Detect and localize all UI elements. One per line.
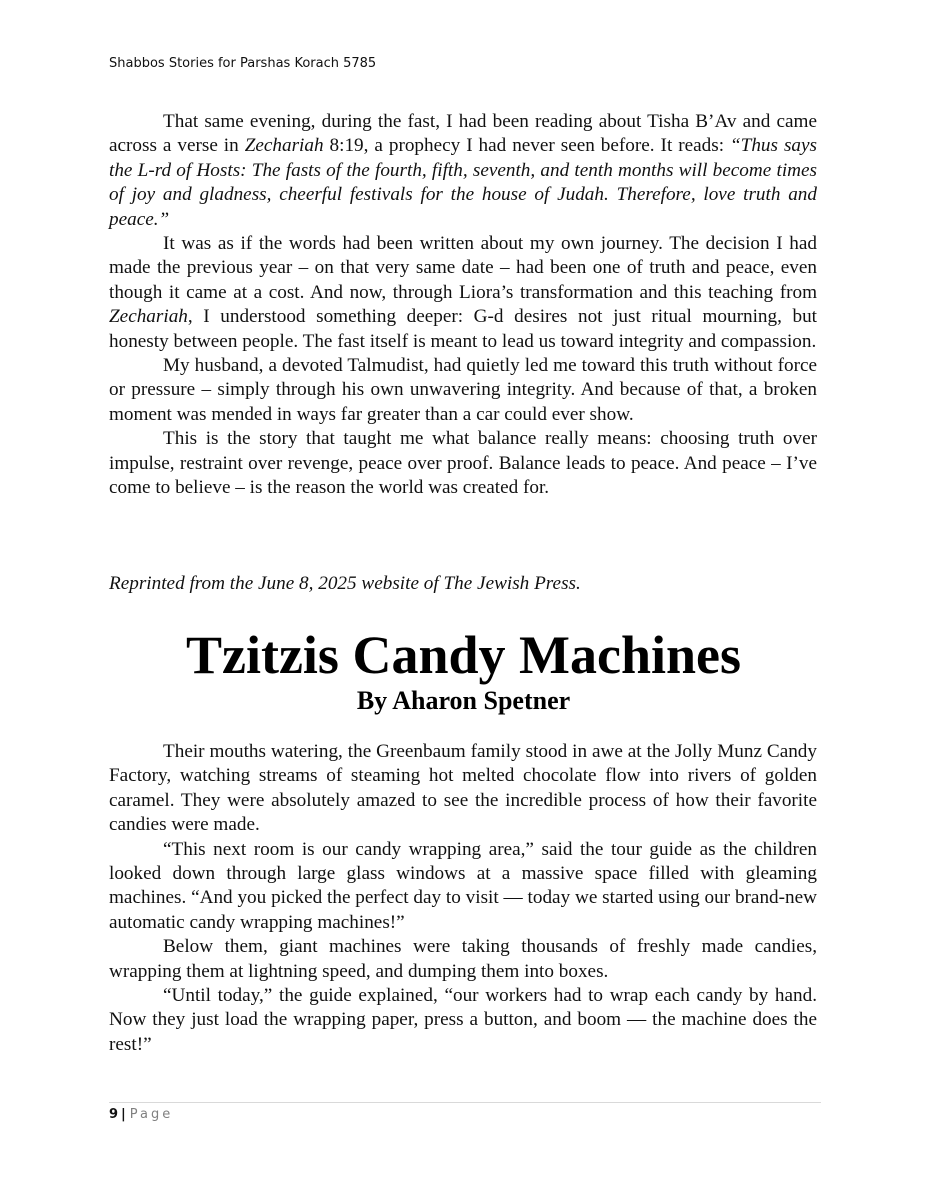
page-number: 9 [109, 1107, 119, 1122]
book-reference: Zechariah [109, 306, 188, 328]
story-byline: By Aharon Spetner [356, 686, 571, 715]
verse-quote: “Thus says the L-rd of Hosts: The fasts of the fourth, fifth, seventh, and tenth months will become times of joy and gladness, cheerful festivals for the house of Judah. Therefore, love truth and peace.” [109, 135, 817, 230]
paragraph: That same evening, during the fast, I had been reading about Tisha B’Av and came across a verse in Zechariah 8:19, a prophecy I had never seen before. It reads: “Thus says the L-rd of Hosts: The fasts of the fourth, fifth, seventh, and tenth months will become times of joy and gladness, cheerful festivals for the house of Judah. Therefore, love truth and peace.” [109, 111, 817, 230]
story-title: Tzitzis Candy Machines [185, 625, 741, 685]
footer-divider [109, 1102, 821, 1103]
paragraph: “This next room is our candy wrapping area,” said the tour guide as the children looked down through large glass windows at a massive space filled with gleaming machines. “And you picked the perfect day to visit — today we started using our brand-new automatic candy wrapping machines!” [109, 838, 817, 933]
paragraph: Below them, giant machines were taking thousands of freshly made candies, wrapping them at lightning speed, and dumping them into boxes. [109, 936, 817, 982]
paragraph: Their mouths watering, the Greenbaum family stood in awe at the Jolly Munz Candy Factory, watching streams of steaming hot melted chocolate flow into rivers of golden caramel. They were absolutely amazed to see the incredible process of how their favorite candies were made. [109, 741, 817, 836]
paragraph: This is the story that taught me what balance really means: choosing truth over impulse, restraint over revenge, peace over proof. Balance leads to peace. And peace – I’ve come to believe – is the reason the world was created for. [109, 428, 817, 499]
page-footer [109, 1107, 173, 1122]
book-reference: Zechariah [244, 135, 324, 157]
paragraph: “Until today,” the guide explained, “our workers had to wrap each candy by hand. Now they just load the wrapping paper, press a button, and boom — the machine does the rest!” [109, 985, 817, 1055]
footer-separator: | [121, 1107, 126, 1122]
story-body [109, 740, 817, 1057]
paragraph: It was as if the words had been written about my own journey. The decision I had made the previous year – on that very same date – had been one of truth and peace, even though it came at a cost. And now, through Liora’s transformation and this teaching from Zechariah, I understood something deeper: G-d desires not just ritual mourning, but honesty between people. The fast itself is meant to lead us toward integrity and compassion. [109, 233, 817, 352]
previous-story-conclusion [109, 110, 817, 501]
running-header: Shabbos Stories for Parshas Korach 5785 [109, 56, 377, 71]
page-label: Page [129, 1107, 174, 1122]
paragraph: My husband, a devoted Talmudist, had quietly led me toward this truth without force or pressure – simply through his own unwavering integrity. And because of that, a broken moment was mended in ways far greater than a car could ever show. [109, 355, 817, 425]
source-note: Reprinted from the June 8, 2025 website of The Jewish Press. [109, 573, 581, 594]
